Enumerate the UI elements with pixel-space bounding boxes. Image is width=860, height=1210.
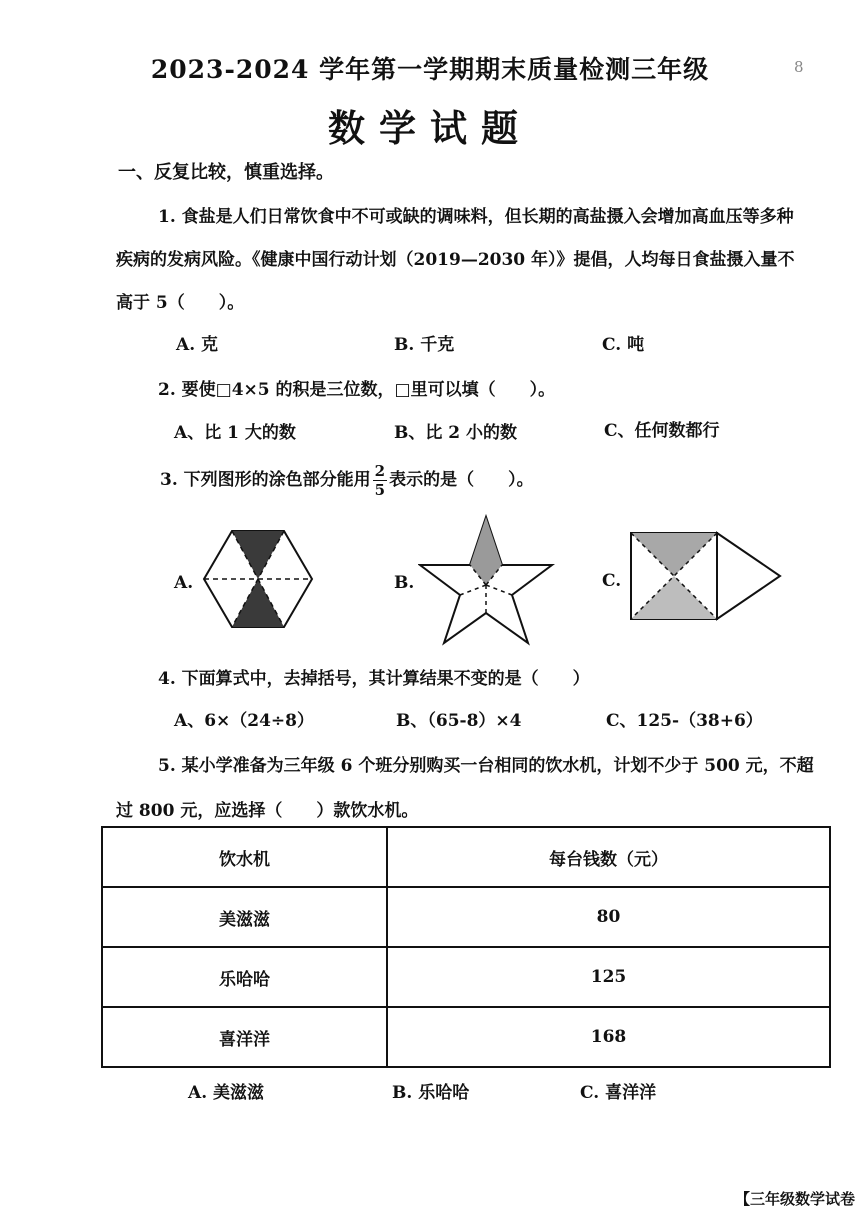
table-row xyxy=(102,1007,830,1067)
table-cell-price: 80 xyxy=(387,887,830,947)
corner-mark: 8 xyxy=(794,58,804,76)
q5-option-c[interactable]: C. 喜洋洋 xyxy=(580,1083,657,1103)
hexagon-shaded-top xyxy=(232,531,284,579)
question-4-text: 4. 下面算式中，去掉括号，其计算结果不变的是（ ） xyxy=(158,669,590,689)
exam-title-line1: 2023-2024 学年第一学期期末质量检测三年级 xyxy=(150,55,710,84)
q2-option-b[interactable]: B、比 2 小的数 xyxy=(394,423,518,443)
q1-option-b[interactable]: B. 千克 xyxy=(394,335,455,355)
water-dispenser-price-table xyxy=(101,826,831,1068)
table-row xyxy=(102,947,830,1007)
q4-option-a[interactable]: A、6×（24÷8） xyxy=(174,711,314,731)
q2-option-a[interactable]: A、比 1 大的数 xyxy=(174,423,296,443)
table-header-cell: 每台钱数（元） xyxy=(387,827,830,887)
table-cell-price: 125 xyxy=(387,947,830,1007)
square-shaded-bottom xyxy=(631,576,717,619)
table-header-row xyxy=(102,827,830,887)
star-figure xyxy=(418,513,555,648)
table-cell-price: 168 xyxy=(387,1007,830,1067)
table-cell-name: 喜洋洋 xyxy=(102,1007,387,1067)
q4-option-c[interactable]: C、125-（38+6） xyxy=(606,711,763,731)
fraction-denominator: 5 xyxy=(374,480,386,499)
q4-option-b[interactable]: B、（65-8）×4 xyxy=(396,711,522,731)
fraction-numerator: 2 xyxy=(374,461,386,480)
star-shaded-point xyxy=(470,517,502,585)
question-3-text-before: 3. 下列图形的涂色部分能用 xyxy=(160,470,371,490)
q3-option-c-label[interactable]: C. xyxy=(602,571,622,591)
question-2-text: 2. 要使□4×5 的积是三位数，□里可以填（ ）。 xyxy=(158,380,556,400)
exam-title-subject: 数学试题 xyxy=(328,106,532,150)
question-5-line1: 5. 某小学准备为三年级 6 个班分别购买一台相同的饮水机，计划不少于 500 元，不超 xyxy=(158,756,814,776)
hexagon-figure xyxy=(200,527,315,632)
q1-option-a[interactable]: A. 克 xyxy=(176,335,219,355)
q5-option-a[interactable]: A. 美滋滋 xyxy=(188,1083,265,1103)
question-3-text xyxy=(160,458,534,502)
question-1-line2: 疾病的发病风险。《健康中国行动计划（2019—2030 年）》提倡，人均每日食盐摄入量不 xyxy=(116,250,795,270)
q3-option-a-label[interactable]: A. xyxy=(174,573,194,593)
table-cell-name: 美滋滋 xyxy=(102,887,387,947)
table-header-cell: 饮水机 xyxy=(102,827,387,887)
question-5-line2: 过 800 元，应选择（ ）款饮水机。 xyxy=(116,801,419,821)
page-footer-label: 【三年级数学试卷 xyxy=(735,1190,856,1208)
question-1-line1: 1. 食盐是人们日常饮食中不可或缺的调味料，但长期的高盐摄入会增加高血压等多种 xyxy=(158,207,794,227)
table-cell-name: 乐哈哈 xyxy=(102,947,387,1007)
question-3-text-after: 表示的是（ ）。 xyxy=(389,470,534,490)
hexagon-shaded-bottom xyxy=(232,579,284,627)
fraction-two-fifths xyxy=(373,461,387,499)
q5-option-b[interactable]: B. 乐哈哈 xyxy=(392,1083,470,1103)
square-shaded-top xyxy=(631,533,717,576)
square-triangle-figure xyxy=(628,530,783,622)
q3-option-b-label[interactable]: B. xyxy=(394,573,415,593)
q2-option-c[interactable]: C、任何数都行 xyxy=(604,421,720,441)
question-1-line3: 高于 5（ ）。 xyxy=(116,293,245,313)
q1-option-c[interactable]: C. 吨 xyxy=(602,335,645,355)
table-row xyxy=(102,887,830,947)
section-heading: 一、反复比较，慎重选择。 xyxy=(118,162,334,183)
